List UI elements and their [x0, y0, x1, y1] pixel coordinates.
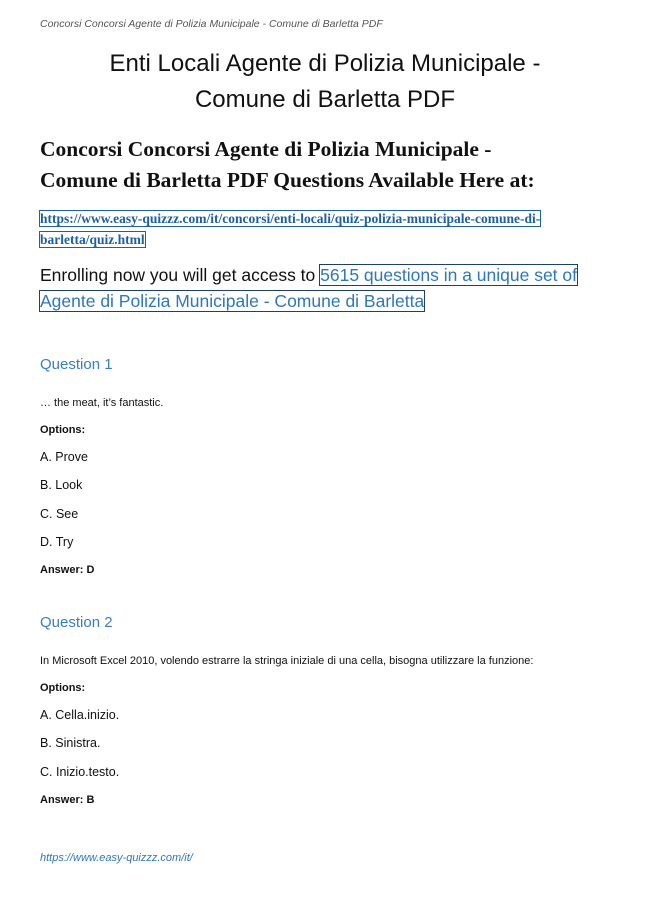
question-2-heading: Question 2: [40, 614, 113, 631]
section-heading-line-2: Comune di Barletta PDF Questions Available Here at:: [40, 168, 535, 192]
question-1-option-c: C. See: [40, 507, 79, 521]
page-title-line-2: Comune di Barletta PDF: [194, 86, 456, 113]
question-1-options-label: Options:: [40, 424, 86, 436]
question-1-option-d: D. Try: [40, 535, 74, 549]
questions-count-link-line-2[interactable]: Agente di Polizia Municipale - Comune di Barletta: [40, 291, 425, 311]
running-header: Concorsi Concorsi Agente di Polizia Municipale - Comune di Barletta PDF: [40, 18, 383, 30]
page-title-line-1: Enti Locali Agente di Polizia Municipale -: [109, 50, 541, 77]
question-2-options-label: Options:: [40, 682, 86, 694]
questions-count-link-line-1[interactable]: 5615 questions in a unique set of: [320, 265, 578, 285]
enroll-prefix: Enrolling now you will get access to: [40, 265, 321, 285]
question-2-option-c: C. Inizio.testo.: [40, 765, 120, 779]
question-1-answer: Answer: D: [40, 564, 95, 576]
question-2-option-b: B. Sinistra.: [40, 736, 101, 750]
quiz-link-line-2[interactable]: barletta/quiz.html: [40, 232, 145, 247]
question-1-heading: Question 1: [40, 356, 113, 373]
section-heading: [40, 134, 615, 196]
footer-link[interactable]: https://www.easy-quizzz.com/it/: [40, 852, 193, 864]
question-2-answer: Answer: B: [40, 794, 95, 806]
page-title: [40, 46, 610, 118]
quiz-link-line-1[interactable]: https://www.easy-quizzz.com/it/concorsi/enti-locali/quiz-polizia-municipale-comune-di-: [40, 211, 541, 226]
quiz-link[interactable]: [40, 208, 615, 250]
section-heading-line-1: Concorsi Concorsi Agente di Polizia Municipale -: [40, 137, 492, 161]
question-1-option-b: B. Look: [40, 478, 83, 492]
question-2-option-a: A. Cella.inizio.: [40, 708, 120, 722]
question-1-option-a: A. Prove: [40, 450, 88, 464]
enroll-paragraph: [40, 262, 615, 314]
question-1-text: … the meat, it’s fantastic.: [40, 397, 164, 409]
question-2-text: In Microsoft Excel 2010, volendo estrarre la stringa iniziale di una cella, bisogna utilizzare la funzione:: [40, 655, 534, 667]
